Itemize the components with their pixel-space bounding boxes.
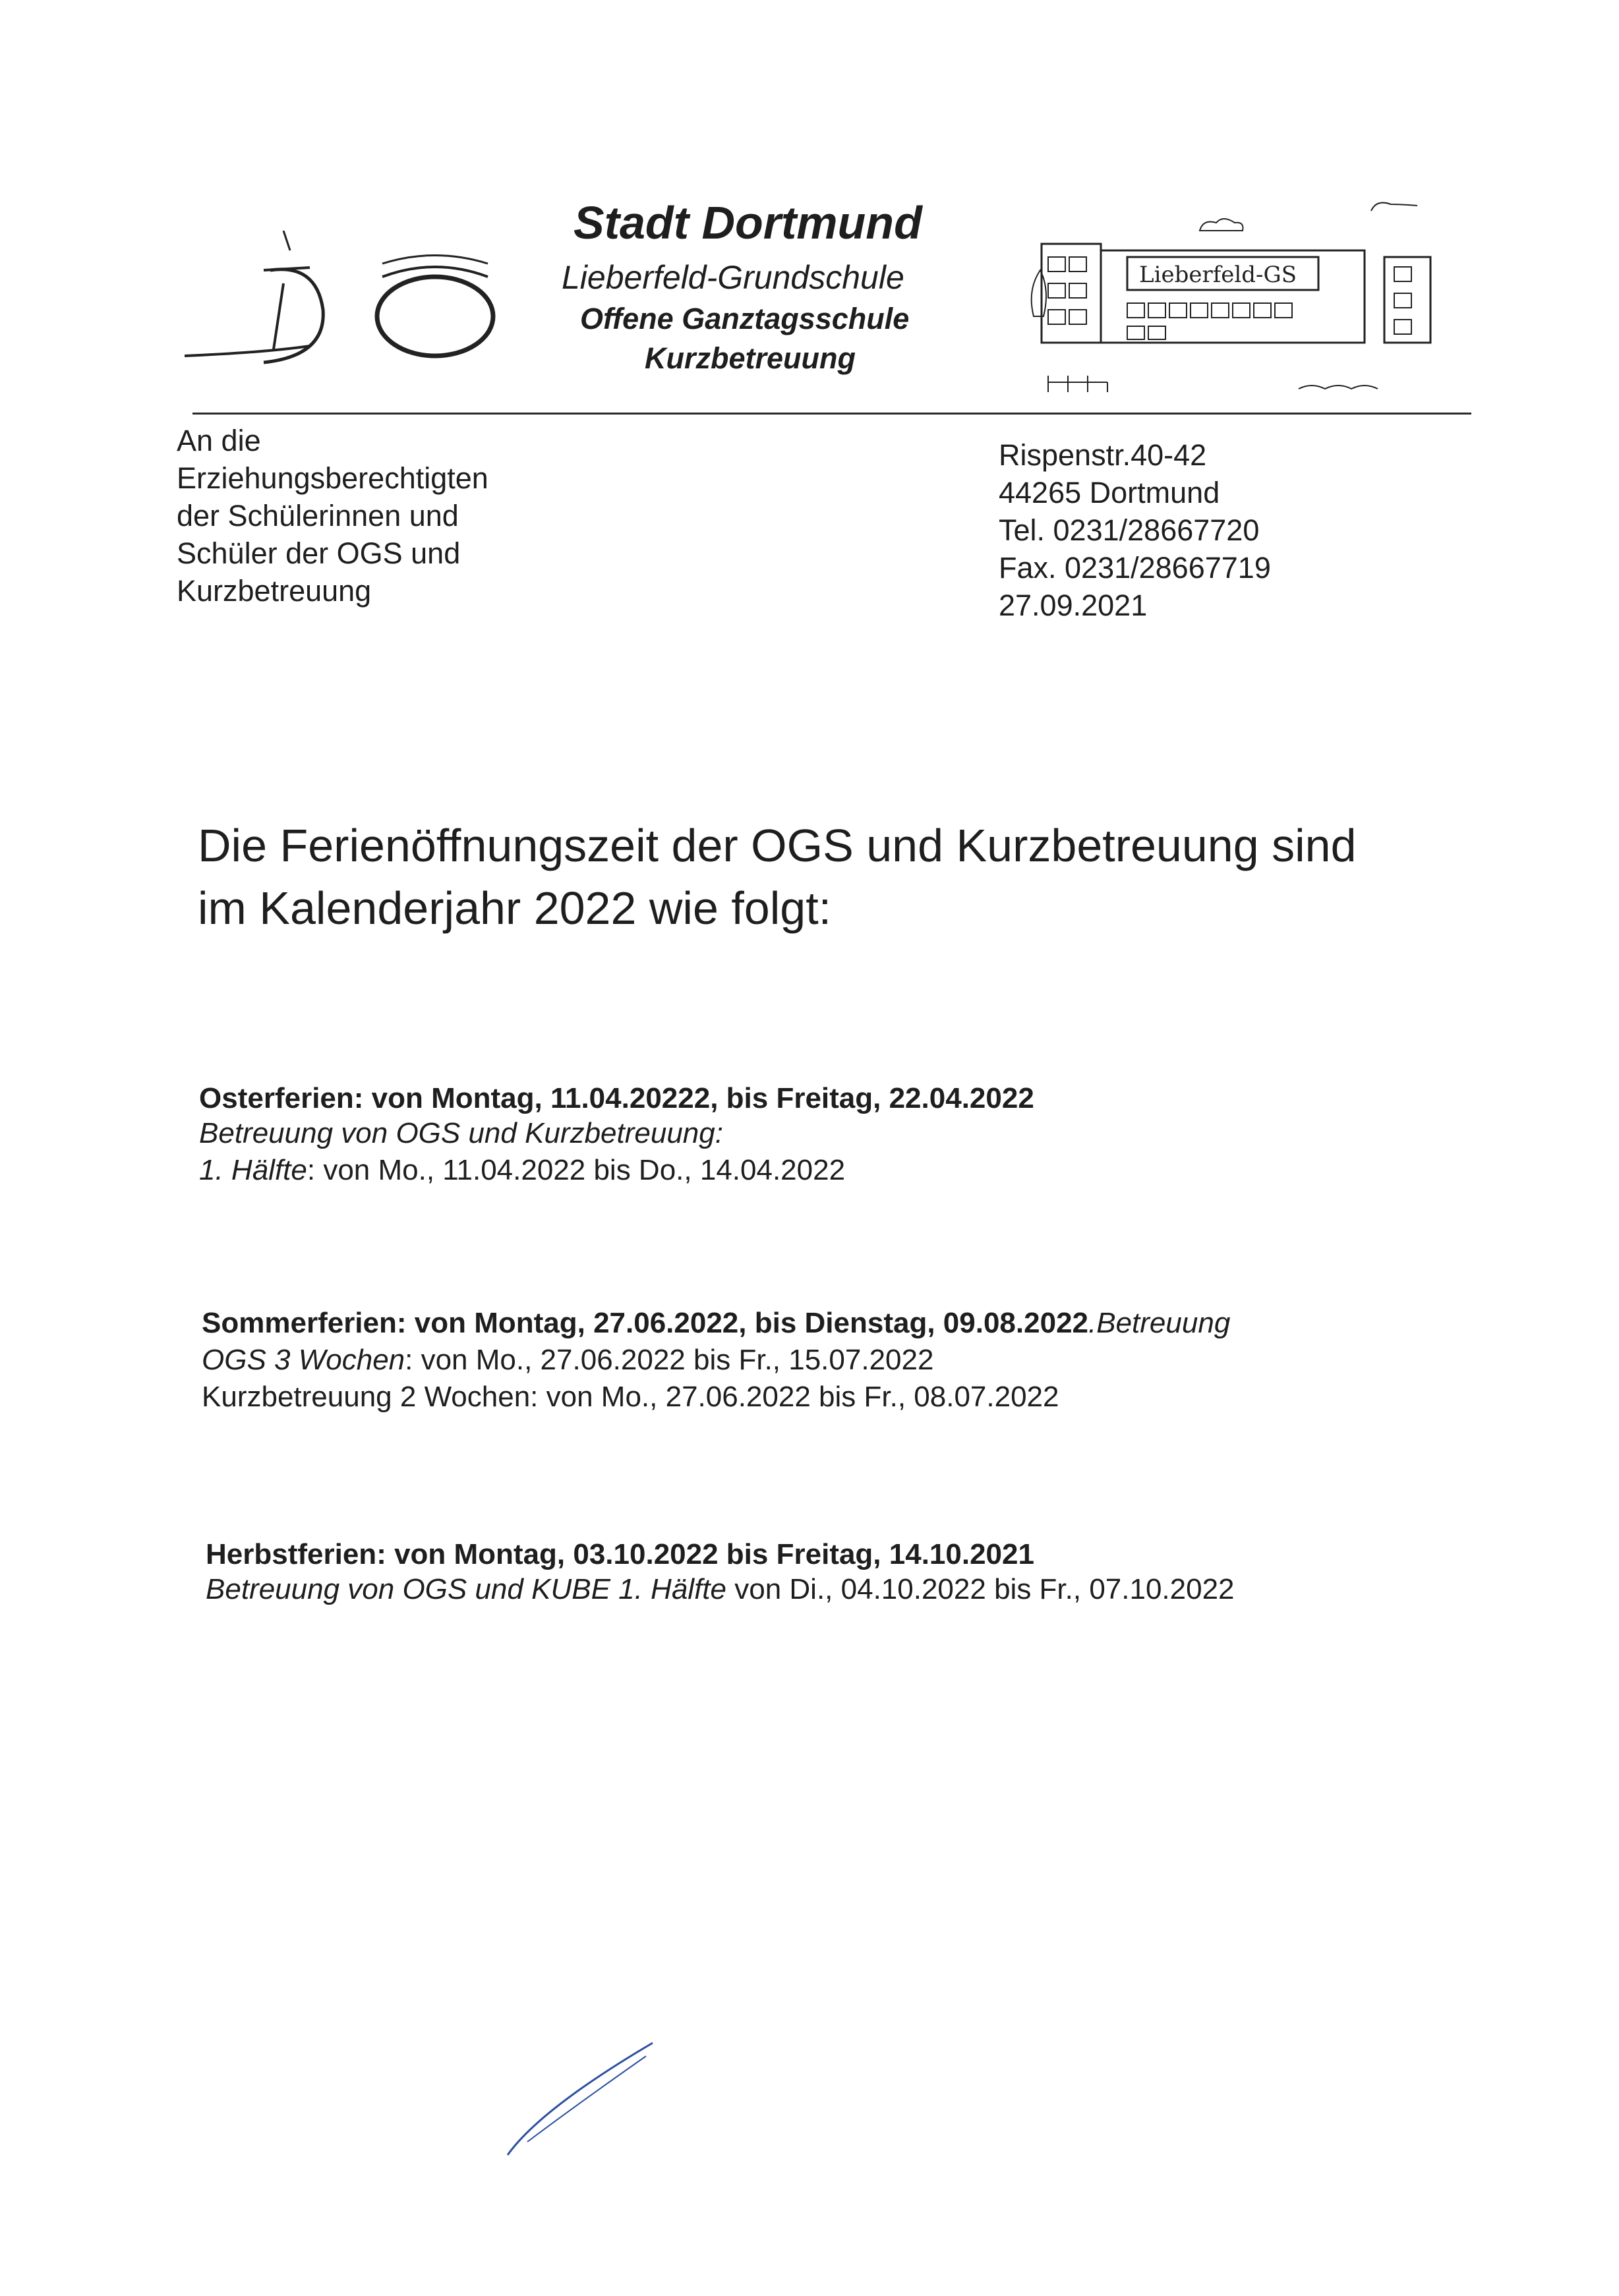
recipient-line: An die <box>177 424 261 457</box>
pen-stroke-mark <box>501 2030 666 2162</box>
sender-street: Rispenstr.40-42 <box>999 438 1207 472</box>
city-title: Stadt Dortmund <box>574 197 922 248</box>
headline-line: Die Ferienöffnungszeit der OGS und Kurzbetreuung sind <box>198 820 1357 871</box>
sender-fax: Fax. 0231/28667719 <box>999 551 1271 585</box>
summer-ogs-dates: : von Mo., 27.06.2022 bis Fr., 15.07.2022 <box>405 1344 934 1376</box>
recipient-block <box>177 422 488 610</box>
summer-kurz: Kurzbetreuung 2 Wochen: von Mo., 27.06.2022 bis Fr., 08.07.2022 <box>202 1381 1059 1413</box>
summer-title-tail: .Betreuung <box>1088 1307 1231 1339</box>
summer-ogs <box>202 1342 1230 1379</box>
recipient-line: Erziehungsberechtigten <box>177 461 488 495</box>
recipient-line: der Schülerinnen und <box>177 499 459 532</box>
header-divider <box>192 413 1471 415</box>
easter-half-dates: : von Mo., 11.04.2022 bis Do., 14.04.2022 <box>307 1154 846 1186</box>
autumn-care <box>206 1571 1235 1608</box>
school-name: Lieberfeld-Grundschule <box>562 259 904 296</box>
easter-half <box>199 1152 1034 1189</box>
summer-ogs-label: OGS 3 Wochen <box>202 1344 405 1376</box>
letter-headline <box>198 815 1357 940</box>
dortmund-logo <box>185 231 501 376</box>
autumn-care-dates: von Di., 04.10.2022 bis Fr., 07.10.2022 <box>726 1573 1235 1605</box>
summer-title: Sommerferien: von Montag, 27.06.2022, bis Dienstag, 09.08.2022 <box>202 1307 1089 1339</box>
autumn-care-label: Betreuung von OGS und KUBE 1. Hälfte <box>206 1573 727 1605</box>
building-sign: Lieberfeld-GS <box>1139 262 1297 288</box>
easter-section <box>199 1082 1034 1189</box>
letter-date: 27.09.2021 <box>999 588 1148 622</box>
autumn-title: Herbstferien: von Montag, 03.10.2022 bis Freitag, 14.10.2021 <box>206 1538 1034 1570</box>
headline-line: im Kalenderjahr 2022 wie folgt: <box>198 882 832 934</box>
summer-section <box>202 1305 1230 1416</box>
recipient-line: Kurzbetreuung <box>177 574 372 608</box>
sender-city: 44265 Dortmund <box>999 476 1220 509</box>
recipient-line: Schüler der OGS und <box>177 536 461 570</box>
easter-title: Osterferien: von Montag, 11.04.20222, bis Freitag, 22.04.2022 <box>199 1082 1034 1114</box>
easter-half-label: 1. Hälfte <box>199 1154 307 1186</box>
sender-block <box>999 436 1271 624</box>
sender-phone: Tel. 0231/28667720 <box>999 513 1260 547</box>
short-care-name: Kurzbetreuung <box>645 341 856 375</box>
summer-title-row <box>202 1305 1230 1342</box>
easter-care: Betreuung von OGS und Kurzbetreuung: <box>199 1117 723 1149</box>
program-name: Offene Ganztagsschule <box>580 302 910 335</box>
school-building-drawing <box>1028 191 1444 415</box>
autumn-section <box>206 1538 1235 1608</box>
